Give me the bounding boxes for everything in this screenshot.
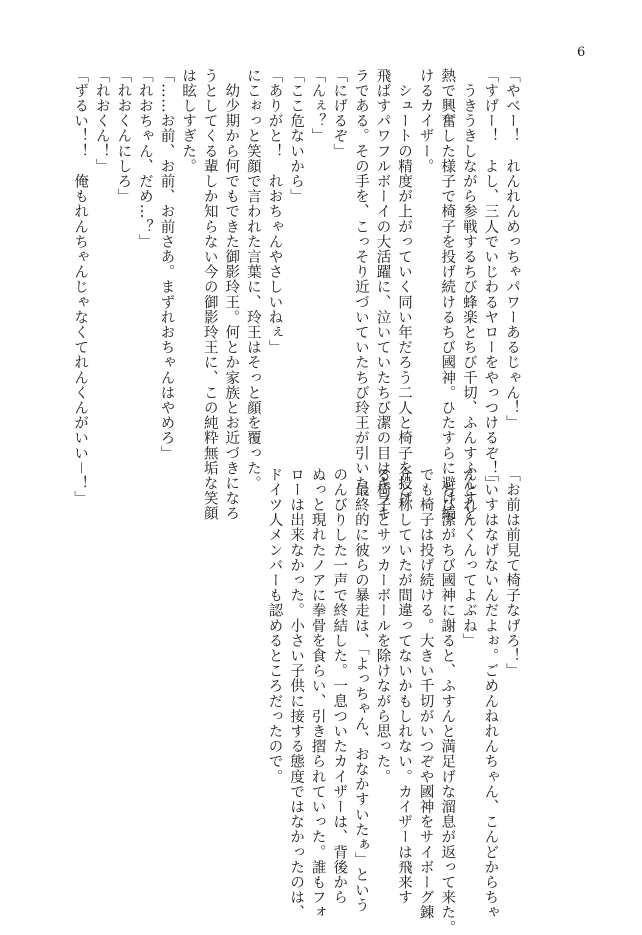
text-line: うきうきしながら参戦するちび蜂楽とちび千切、ふんすふんすと (460, 68, 477, 521)
text-line: のんびりした一声で終結した。一息ついたカイザーは、背後から (331, 467, 348, 905)
text-line: 「れおくんにしろ」 (115, 68, 132, 204)
text-line: んとれんくんってよぶね」 (460, 467, 477, 649)
text-line: 「にげるぞ」 (331, 68, 348, 159)
text-line: る椅子とサッカーボールを除けながら思った。 (374, 467, 391, 785)
text-line: 「……お前、お前、お前さあ。まずれおちゃんはやめろ」 (158, 68, 175, 461)
text-line: ちび潔がちび國神に謝ると、ふすんと満足げな溜息が返って来た。 (439, 467, 456, 935)
text-line: 「お前は前見て椅子なげろ！」 (504, 467, 520, 679)
text-line: にこぉっと笑顔で言われた言葉に、玲王はそっと顔を覆った。 (244, 68, 261, 491)
text-line: シュートの精度が上がっていく同い年だろう二人と椅子を投げ (396, 68, 413, 506)
text-line: 「ここ危ないから」 (288, 68, 305, 204)
text-line: ドイツ人メンバーも認めるところだったので。 (266, 467, 283, 785)
text-block-bottom (266, 467, 522, 935)
text-block-top (72, 68, 522, 521)
text-line: 「やべー！ れんれんめっちゃパワーあるじゃん！」 (504, 68, 520, 431)
text-line: 介と称していたが間違ってないかもしれない。カイザーは飛来す (396, 467, 413, 905)
text-line: 飛ばすパワフルボーイの大活躍に、泣いていたちび潔の目はキラキ (374, 68, 391, 521)
text-line: 「れおくん！」 (93, 68, 110, 174)
text-line: 熱で興奮した様子で椅子を投げ続けるちび國神。ひたすらに避け続 (439, 68, 456, 521)
text-line: 「んぇ？」 (309, 68, 326, 144)
text-line: 「ありがと！ れおちゃんやさしいねぇ」 (266, 68, 283, 355)
page-number: 6 (577, 45, 586, 60)
text-line: 「ずるい！！ 俺もれんちゃんじゃなくてれんくんがいい－！」 (72, 68, 89, 506)
text-line: けるカイザー。 (417, 68, 434, 174)
text-line: 「いすはなげないんだよぉ。ごめんねれんちゃん、こんどからちゃ (482, 467, 499, 920)
text-line: でも椅子は投げ続ける。大きい千切がいつぞや國神をサイボーグ錬 (417, 467, 434, 920)
text-line: 幼少期から何でもできた御影玲王。何とか家族とお近づきになろ (223, 68, 240, 521)
text-line: 「すげー！ よし、三人でいじわるヤローをやっつけるぞ！」 (482, 68, 499, 491)
text-line: 「れおちゃん、だめ…？」 (136, 68, 153, 250)
text-line: ローは出来なかった。小さい子供に接する態度ではなかったのは、 (288, 467, 305, 920)
text-line: 最終的に彼らの暴走は、「よっちゃん、おなかすいたぁ」という (352, 467, 369, 913)
text-line: ぬっと現れたノアに拳骨を食らい、引き摺られていった。誰もフォ (309, 467, 326, 920)
text-line: ラである。その手を、こっそり近づいていたちび玲王が引いた。 (352, 68, 369, 506)
text-line: は眩しすぎた。 (180, 68, 197, 174)
text-line: うとしてくる輩しか知らない今の御影玲王に、この純粋無垢な笑顔 (201, 68, 218, 521)
